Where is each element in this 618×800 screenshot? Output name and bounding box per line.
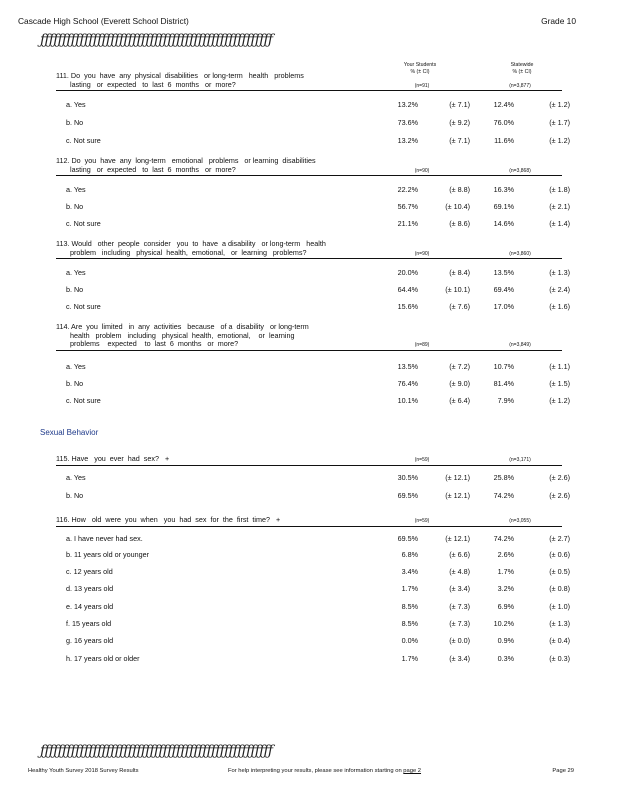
- your-students-ci: (± 6.4): [449, 396, 470, 405]
- your-students-percent: 56.7%: [397, 202, 418, 211]
- your-students-ci: (± 4.8): [449, 567, 470, 576]
- your-students-n: (n=90): [414, 167, 430, 174]
- your-students-ci: (± 8.4): [449, 268, 470, 277]
- your-students-ci: (± 9.0): [449, 379, 470, 388]
- statewide-n: (n=3,171): [509, 457, 531, 463]
- your-students-percent: 64.4%: [397, 285, 418, 294]
- statewide-ci: (± 2.7): [549, 534, 570, 543]
- your-students-n: (n=59): [414, 457, 430, 463]
- your-students-subtitle: % (± CI): [410, 68, 430, 75]
- statewide-percent: 10.2%: [493, 619, 514, 628]
- answer-label: a. I have never had sex.: [66, 534, 143, 543]
- question-text: 116. How old were you when you had sex for the first time? +: [56, 515, 281, 524]
- your-students-ci: (± 7.3): [449, 602, 470, 611]
- answer-label: d. 13 years old: [66, 584, 114, 593]
- your-students-percent: 76.4%: [397, 379, 418, 388]
- answer-label: b. No: [66, 202, 84, 211]
- your-students-percent: 73.6%: [397, 118, 418, 127]
- answer-label: c. Not sure: [66, 219, 101, 228]
- answer-label: a. Yes: [66, 473, 86, 482]
- your-students-ci: (± 7.6): [449, 302, 470, 311]
- your-students-n: (n=91): [414, 82, 430, 89]
- question-text: 112. Do you have any long-term emotional problems or learning disabilities lasting or expected to last 6 months or more?: [56, 156, 316, 174]
- statewide-ci: (± 1.8): [549, 185, 570, 194]
- your-students-percent: 13.2%: [397, 136, 418, 145]
- statewide-n: (n=3,868): [509, 167, 531, 174]
- statewide-percent: 76.0%: [493, 118, 514, 127]
- statewide-percent: 12.4%: [493, 100, 514, 109]
- question-text: 115. Have you ever had sex? +: [56, 454, 170, 463]
- your-students-percent: 8.5%: [401, 602, 418, 611]
- statewide-percent: 17.0%: [493, 302, 514, 311]
- statewide-percent: 11.6%: [494, 136, 514, 145]
- question-underline: [56, 350, 562, 351]
- your-students-ci: (± 10.1): [445, 285, 470, 294]
- statewide-ci: (± 1.2): [549, 136, 570, 145]
- your-students-percent: 0.0%: [401, 636, 418, 645]
- your-students-ci: (± 7.1): [449, 136, 470, 145]
- statewide-ci: (± 1.3): [549, 619, 570, 628]
- your-students-ci: (± 8.8): [449, 185, 470, 194]
- your-students-ci: (± 8.6): [449, 219, 470, 228]
- answer-label: b. No: [66, 379, 84, 388]
- your-students-n: (n=90): [414, 250, 430, 257]
- answer-label: c. Not sure: [66, 136, 101, 145]
- answer-label: a. Yes: [66, 362, 86, 371]
- your-students-n: (n=89): [414, 342, 430, 349]
- statewide-subtitle: % (± CI): [512, 68, 532, 75]
- your-students-percent: 13.2%: [397, 100, 418, 109]
- your-students-percent: 3.4%: [401, 567, 418, 576]
- question-underline: [56, 175, 562, 176]
- statewide-n: (n=3,877): [509, 82, 531, 89]
- answer-label: b. 11 years old or younger: [66, 550, 149, 559]
- statewide-ci: (± 1.0): [549, 602, 570, 611]
- statewide-ci: (± 1.7): [549, 118, 570, 127]
- your-students-percent: 1.7%: [401, 654, 418, 663]
- your-students-title: Your Students: [403, 62, 437, 68]
- your-students-percent: 13.5%: [397, 362, 418, 371]
- statewide-ci: (± 2.6): [549, 473, 570, 482]
- answer-label: e. 14 years old: [66, 602, 114, 611]
- answer-label: h. 17 years old or older: [66, 654, 140, 663]
- question-underline: [56, 90, 562, 91]
- statewide-ci: (± 0.4): [549, 636, 570, 645]
- your-students-percent: 30.5%: [397, 473, 418, 482]
- question-underline: [56, 258, 562, 259]
- answer-label: a. Yes: [66, 268, 86, 277]
- statewide-ci: (± 1.3): [549, 268, 570, 277]
- statewide-percent: 2.6%: [497, 550, 514, 559]
- your-students-n: (n=59): [414, 518, 430, 524]
- your-students-ci: (± 12.1): [445, 473, 470, 482]
- your-students-ci: (± 7.1): [449, 100, 470, 109]
- footer-page-number: Page 29: [552, 768, 574, 774]
- question-text: 111. Do you have any physical disabilities or long-term health problems lasting or expected to last 6 months or more?: [56, 71, 304, 89]
- answer-label: a. Yes: [66, 185, 86, 194]
- statewide-percent: 69.1%: [493, 202, 514, 211]
- answer-label: b. No: [66, 491, 84, 500]
- answer-label: b. No: [66, 285, 84, 294]
- answer-label: b. No: [66, 118, 84, 127]
- statewide-ci: (± 1.2): [549, 396, 570, 405]
- statewide-n: (n=3,849): [509, 342, 531, 349]
- statewide-percent: 0.3%: [497, 654, 514, 663]
- answer-label: c. 12 years old: [66, 567, 113, 576]
- statewide-ci: (± 1.4): [549, 219, 570, 228]
- statewide-n: (n=3,055): [509, 518, 531, 524]
- statewide-percent: 10.7%: [493, 362, 514, 371]
- bottom-divider: ƒƒƒƒƒƒƒƒƒƒƒƒƒƒƒƒƒƒƒƒƒƒƒƒƒƒƒƒƒƒƒƒƒƒƒƒƒƒƒƒƒƒƒƒƒƒƒƒƒƒƒƒƒ: [40, 743, 273, 759]
- statewide-percent: 14.6%: [493, 219, 514, 228]
- statewide-percent: 69.4%: [493, 285, 514, 294]
- statewide-percent: 81.4%: [493, 379, 514, 388]
- question-underline: [56, 465, 562, 466]
- statewide-percent: 74.2%: [493, 534, 514, 543]
- question-text: 114. Are you limited in any activities because of a disability or long-term health problem including physical health, emotional, or learning problems expected to last 6 months or more?: [56, 322, 309, 349]
- question-underline: [56, 526, 562, 527]
- your-students-percent: 69.5%: [397, 534, 418, 543]
- footer-help-prefix: For help interpreting your results, please see information starting on: [228, 768, 404, 774]
- your-students-percent: 10.1%: [397, 396, 418, 405]
- question-text: 113. Would other people consider you to have a disability or long-term health problem including physical health, emotional, or learning problems?: [56, 239, 326, 257]
- your-students-percent: 69.5%: [397, 491, 418, 500]
- your-students-percent: 22.2%: [397, 185, 418, 194]
- your-students-percent: 21.1%: [397, 219, 418, 228]
- statewide-percent: 7.9%: [497, 396, 514, 405]
- your-students-percent: 1.7%: [401, 584, 418, 593]
- school-header: Cascade High School (Everett School District): [18, 16, 189, 26]
- statewide-percent: 6.9%: [497, 602, 514, 611]
- your-students-ci: (± 6.6): [449, 550, 470, 559]
- statewide-ci: (± 2.1): [549, 202, 570, 211]
- your-students-ci: (± 3.4): [449, 584, 470, 593]
- answer-label: f. 15 years old: [66, 619, 112, 628]
- top-divider: ƒƒƒƒƒƒƒƒƒƒƒƒƒƒƒƒƒƒƒƒƒƒƒƒƒƒƒƒƒƒƒƒƒƒƒƒƒƒƒƒƒƒƒƒƒƒƒƒƒƒƒƒƒ: [40, 32, 273, 48]
- footer-help-text: [228, 768, 421, 774]
- grade-label: Grade 10: [541, 16, 576, 26]
- statewide-percent: 0.9%: [497, 636, 514, 645]
- answer-label: g. 16 years old: [66, 636, 114, 645]
- your-students-ci: (± 7.3): [449, 619, 470, 628]
- your-students-ci: (± 3.4): [449, 654, 470, 663]
- statewide-heading: [492, 62, 552, 75]
- answer-label: c. Not sure: [66, 302, 101, 311]
- statewide-ci: (± 1.1): [549, 362, 570, 371]
- statewide-n: (n=3,860): [509, 250, 531, 257]
- statewide-ci: (± 2.6): [549, 491, 570, 500]
- statewide-ci: (± 1.2): [549, 100, 570, 109]
- statewide-ci: (± 2.4): [549, 285, 570, 294]
- your-students-ci: (± 9.2): [449, 118, 470, 127]
- statewide-ci: (± 0.8): [549, 584, 570, 593]
- your-students-heading: [390, 62, 450, 75]
- your-students-ci: (± 12.1): [445, 534, 470, 543]
- statewide-percent: 1.7%: [497, 567, 514, 576]
- statewide-percent: 3.2%: [497, 584, 514, 593]
- footer-page-link[interactable]: page 2: [403, 768, 422, 774]
- statewide-title: Statewide: [510, 62, 534, 68]
- your-students-ci: (± 7.2): [449, 362, 470, 371]
- your-students-ci: (± 0.0): [449, 636, 470, 645]
- footer-survey-title: Healthy Youth Survey 2018 Survey Results: [28, 768, 139, 774]
- statewide-percent: 13.5%: [493, 268, 514, 277]
- your-students-ci: (± 10.4): [445, 202, 470, 211]
- statewide-ci: (± 0.5): [549, 567, 570, 576]
- statewide-ci: (± 0.3): [549, 654, 570, 663]
- section-title: Sexual Behavior: [40, 428, 99, 437]
- statewide-ci: (± 1.6): [549, 302, 570, 311]
- your-students-percent: 8.5%: [401, 619, 418, 628]
- answer-label: a. Yes: [66, 100, 86, 109]
- statewide-ci: (± 0.6): [549, 550, 570, 559]
- statewide-percent: 25.8%: [493, 473, 514, 482]
- your-students-percent: 15.6%: [397, 302, 418, 311]
- statewide-percent: 16.3%: [493, 185, 514, 194]
- answer-label: c. Not sure: [66, 396, 101, 405]
- statewide-ci: (± 1.5): [549, 379, 570, 388]
- your-students-percent: 6.8%: [401, 550, 418, 559]
- your-students-ci: (± 12.1): [445, 491, 470, 500]
- statewide-percent: 74.2%: [493, 491, 514, 500]
- your-students-percent: 20.0%: [397, 268, 418, 277]
